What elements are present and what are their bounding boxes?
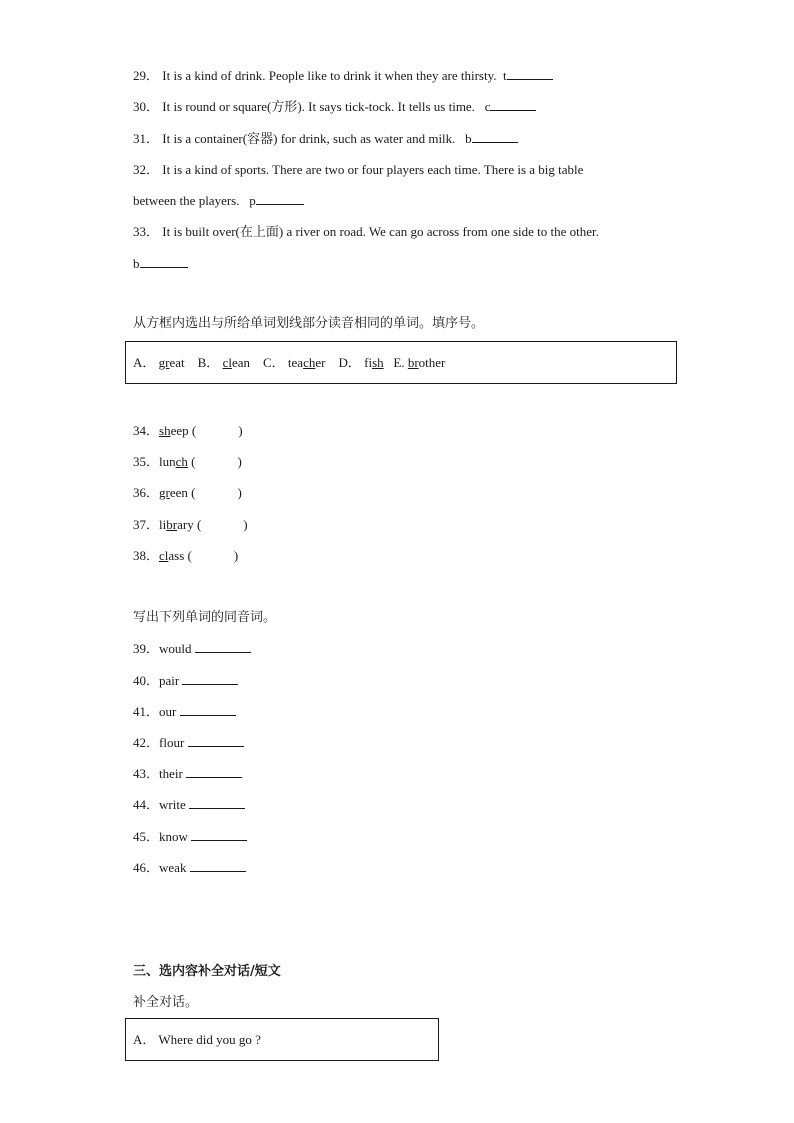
underlined-part: gr [159,485,170,500]
section-instruction: 补全对话。 [133,995,199,1010]
phonics-item-35: 35．lunch ( ) [133,454,242,469]
underlined-part: sh [159,423,171,438]
answer-blank[interactable] [195,641,251,653]
underlined-part: cl [159,548,169,563]
answer-blank[interactable] [189,797,245,809]
first-letter-hint: p [249,193,256,208]
chinese-gloss: 容器 [247,132,274,147]
underlined-part: ch [303,355,316,370]
phonics-item-34: 34．sheep ( ) [133,423,243,438]
phonics-item-38: 38．class ( ) [133,548,239,563]
option-a: A． great [133,355,185,370]
first-letter-hint: c [484,99,491,114]
question-text-a: It is round or square( [162,99,272,114]
first-letter-hint: b [465,131,472,146]
question-30 [133,99,536,116]
question-number: 33． [133,224,160,239]
phonics-instruction: 从方框内选出与所给单词划线部分读音相同的单词。填序号。 [133,316,485,331]
section-title: 三、选内容补全对话/短文 [133,964,281,979]
answer-blank[interactable] [188,735,244,747]
question-text-2: between the players. [133,193,240,208]
underlined-part: ch [175,454,188,469]
question-text: It is a kind of sports. There are two or four players each time. There is a big table [162,162,584,177]
underlined-part: br [166,517,178,532]
question-number: 30． [133,99,160,114]
answer-blank[interactable] [490,99,536,111]
homophone-item-43: 43．their [133,766,242,782]
question-31 [133,131,518,148]
question-33 [133,224,599,241]
answer-blank[interactable] [186,766,242,778]
underlined-part: sh [372,355,384,370]
dialogue-option-a: A． Where did you go ? [133,1032,261,1047]
homophones-instruction: 写出下列单词的同音词。 [133,610,277,625]
underlined-part: cl [222,355,232,370]
option-e: E. brother [393,355,446,370]
homophone-item-46: 46．weak [133,860,246,876]
answer-blank[interactable] [182,673,238,685]
question-33-continued [133,256,188,272]
question-text-b: ). It says tick-tock. It tells us time. [297,99,475,114]
question-text-b: ) for drink, such as water and milk. [273,131,456,146]
underlined-part: gr [158,355,170,370]
question-32 [133,162,583,178]
question-number: 29． [133,68,160,83]
answer-blank[interactable] [256,193,304,205]
answer-blank[interactable] [472,131,518,143]
answer-blank[interactable] [507,68,553,80]
question-32-continued [133,193,304,209]
option-b: B． clean [197,355,250,370]
answer-blank[interactable] [190,860,246,872]
question-text-a: It is built over( [162,224,240,239]
first-letter-hint: b [133,256,140,271]
answer-blank[interactable] [140,256,188,268]
option-d: D． fish [338,355,384,370]
question-number: 32． [133,162,160,177]
homophone-item-41: 41．our [133,704,236,720]
homophone-item-42: 42．flour [133,735,244,751]
phonics-options-row [133,355,445,371]
homophone-item-39: 39．would [133,641,251,657]
homophone-item-44: 44．write [133,797,245,813]
phonics-item-37: 37．library ( ) [133,517,248,532]
question-text: It is a kind of drink. People like to drink it when they are thirsty. [162,68,497,83]
first-letter-hint: t [502,68,507,83]
homophone-item-45: 45．know [133,829,247,845]
phonics-item-36: 36．green ( ) [133,485,242,500]
phonics-options-box [125,341,677,384]
underlined-part: br [407,355,419,370]
question-number: 31． [133,131,160,146]
question-29 [133,68,553,84]
homophone-item-40: 40．pair [133,673,238,689]
option-c: C． teacher [263,355,326,370]
question-text-b: ) a river on road. We can go across from one side to the other. [278,224,599,239]
chinese-gloss: 在上面 [239,225,279,240]
answer-blank[interactable] [180,704,236,716]
answer-blank[interactable] [191,829,247,841]
chinese-gloss: 方形 [271,100,298,115]
dialogue-options-box [125,1018,439,1061]
question-text-a: It is a container( [162,131,248,146]
